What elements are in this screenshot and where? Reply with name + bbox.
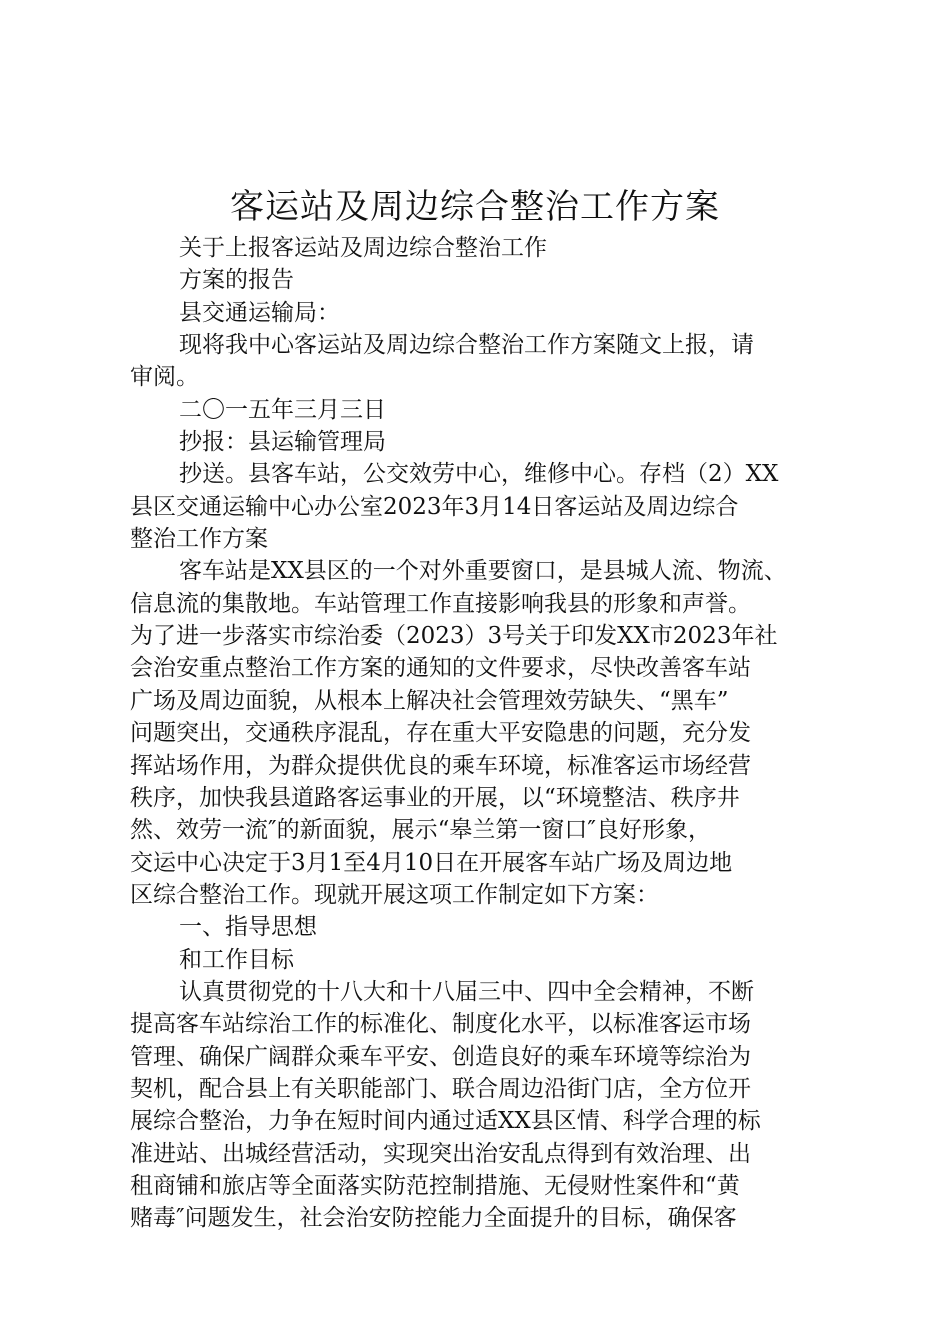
body-line: 广场及周边面貌，从根本上解决社会管理效劳缺失、“黑车” bbox=[130, 687, 729, 714]
body-line: 认真贯彻党的十八大和十八届三中、四中全会精神，不断 bbox=[179, 978, 754, 1005]
body-line: 管理、确保广阔群众乘车平安、创造良好的乘车环境等综治为 bbox=[130, 1043, 751, 1070]
body-line: 提高客车站综治工作的标准化、制度化水平，以标准客运市场 bbox=[130, 1011, 751, 1038]
body-line: 区综合整治工作。现就开展这项工作制定如下方案： bbox=[130, 881, 659, 908]
document-body bbox=[130, 232, 830, 1235]
body-line: 方案的报告 bbox=[179, 267, 294, 294]
body-line: 客车站是XX县区的一个对外重要窗口，是县城人流、物流、 bbox=[179, 558, 787, 585]
body-line: 秩序，加快我县道路客运事业的开展，以“环境整洁、秩序井 bbox=[130, 784, 740, 811]
body-line: 挥站场作用，为群众提供优良的乘车环境，标准客运市场经营 bbox=[130, 752, 751, 779]
body-line: 交运中心决定于3月1至4月10日在开展客车站广场及周边地 bbox=[130, 849, 733, 876]
body-line: 赌毒″问题发生，社会治安防控能力全面提升的目标，确保客 bbox=[130, 1205, 737, 1232]
body-line: 准进站、出城经营活动，实现突出治安乱点得到有效治理、出 bbox=[130, 1140, 751, 1167]
body-line: 问题突出，交通秩序混乱，存在重大平安隐患的问题，充分发 bbox=[130, 720, 751, 747]
body-line: 关于上报客运站及周边综合整治工作 bbox=[179, 235, 547, 261]
body-line: 县区交通运输中心办公室2023年3月14日客运站及周边综合 bbox=[130, 493, 739, 520]
body-line: 然、效劳一流″的新面貌，展示“皋兰第一窗口″良好形象， bbox=[130, 817, 711, 844]
body-line: 契机，配合县上有关职能部门、联合周边沿街门店，全方位开 bbox=[130, 1075, 751, 1102]
body-line: 为了进一步落实市综治委（2023）3号关于印发XX市2023年社 bbox=[130, 623, 778, 650]
body-line: 信息流的集散地。车站管理工作直接影响我县的形象和声誉。 bbox=[130, 590, 751, 617]
body-line: 抄送。县客车站，公交效劳中心，维修中心。存档（2）XX bbox=[179, 461, 779, 488]
body-line: 和工作目标 bbox=[179, 946, 294, 973]
body-line: 审阅。 bbox=[130, 364, 199, 391]
document-title: 客运站及周边综合整治工作方案 bbox=[230, 187, 720, 227]
body-line: 抄报：县运输管理局 bbox=[179, 429, 386, 456]
body-line: 县交通运输局： bbox=[179, 299, 340, 326]
body-line: 租商铺和旅店等全面落实防范控制措施、无侵财性案件和“黄 bbox=[130, 1172, 740, 1199]
body-line: 会治安重点整治工作方案的通知的文件要求，尽快改善客车站 bbox=[130, 655, 751, 682]
body-line: 现将我中心客运站及周边综合整治工作方案随文上报，请 bbox=[179, 332, 754, 359]
body-line: 展综合整治，力争在短时间内通过适XX县区情、科学合理的标 bbox=[130, 1108, 761, 1135]
body-line: 一、指导思想 bbox=[179, 914, 317, 941]
body-line: 整治工作方案 bbox=[130, 526, 268, 553]
body-line: 二〇一五年三月三日 bbox=[179, 396, 386, 423]
